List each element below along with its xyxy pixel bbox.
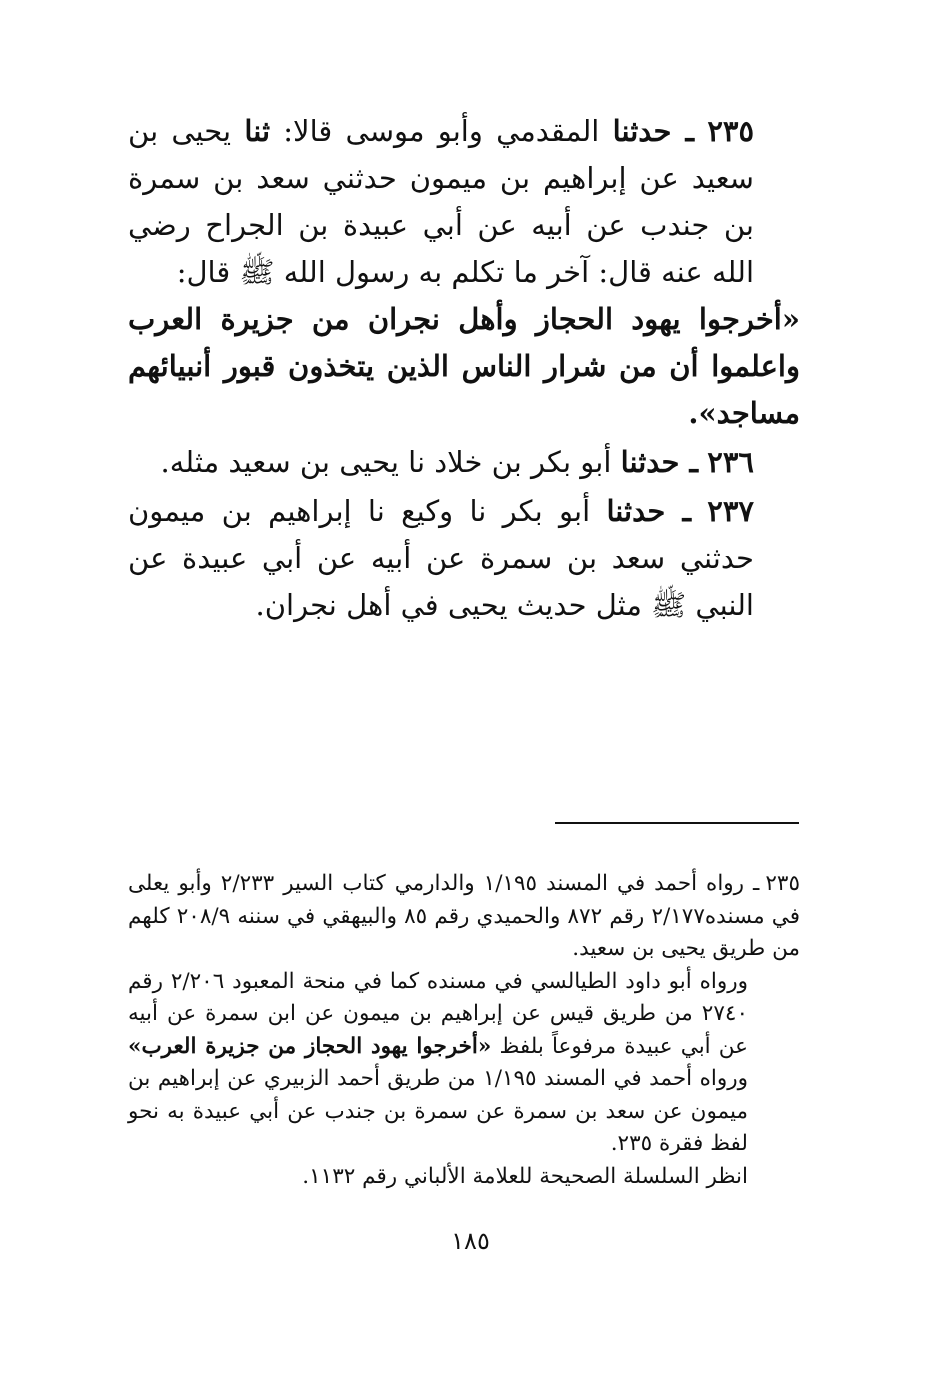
footnote-text-2b: ورواه أحمد في المسند ١/١٩٥ من طريق أحمد الزبيري عن إبراهيم بن ميمون عن سعد بن سمرة عن سمرة بن جندب عن أبي عبيدة به نحو لفظ فقرة ٢٣٥. [128,1066,748,1156]
hadith-lead: حدثنا [606,494,666,528]
footnote-235-p2 [128,966,800,1161]
hadith-text: أبو بكر نا وكيع نا إبراهيم بن ميمون حدثني سعد بن سمرة عن أبيه عن أبي عبيدة عن النبي ﷺ مثل حديث يحيى في أهل نجران. [128,494,754,622]
hadith-isnad: المقدمي وأبو موسى قالا: [283,114,600,148]
hadith-lead: حدثنا [620,445,680,479]
footnote-235-p1: ٢٣٥ـ رواه أحمد في المسند ١/١٩٥ والدارمي كتاب السير ٢/٢٣٣ وأبو يعلى في مسنده٢/١٧٧ رقم ٨٧٢ والحميدي رقم ٨٥ والبيهقي في سننه ٢٠٨/٩ كلهم من طريق يحيى بن سعيد. [128,871,800,961]
hadith-235: ٢٣٥ ـ حدثنا المقدمي وأبو موسى قالا: ثنا يحيى بن سعيد عن إبراهيم بن ميمون حدثني سعد بن سمرة بن جندب عن أبيه عن أبي عبيدة بن الجراح رضي الله عنه قال: آخر ما تكلم به رسول الله ﷺ قال: [128,114,755,289]
hadith-text: أبو بكر بن خلاد نا يحيى بن سعيد مثله. [160,445,612,479]
hadith-number: ٢٣٦ [707,445,754,479]
hadith-isnad-2: يحيى بن سعيد عن إبراهيم بن ميمون حدثني سعد بن سمرة بن جندب عن أبيه عن أبي عبيدة بن الجراح رضي الله عنه قال: آخر ما تكلم به رسول الله ﷺ قال: [128,114,754,289]
footnote-text-1: رواه أحمد في المسند ١/١٩٥ والدارمي كتاب السير ٢/٢٣٣ وأبو يعلى في مسنده٢/١٧٧ رقم ٨٧٢ والحميدي رقم ٨٥ والبيهقي في سننه ٢٠٨/٩ كلهم من طريق يحيى بن سعيد. [128,871,800,961]
hadith-237: ٢٣٧ ـ حدثنا أبو بكر نا وكيع نا إبراهيم بن ميمون حدثني سعد بن سمرة عن أبيه عن أبي عبيدة عن النبي ﷺ مثل حديث يحيى في أهل نجران. [128,494,755,622]
footnotes [128,868,800,1193]
footnote-number: ٢٣٥ [765,871,800,896]
hadith-number: ٢٣٧ [707,494,755,528]
hadith-lead: حدثنا [612,114,672,148]
hadith-236: ٢٣٦ ـ حدثنا أبو بكر بن خلاد نا يحيى بن سعيد مثله. [160,445,754,479]
footnote-235-p3: انظر السلسلة الصحيحة للعلامة الألباني رقم ١١٣٢. [302,1163,748,1189]
main-text [128,108,800,629]
footnote-quote: «أخرجوا يهود الحجاز من جزيرة العرب» [128,1033,492,1059]
hadith-lead-2: ثنا [244,114,271,148]
footnote-divider [555,822,799,824]
hadith-235-matn: «أخرجوا يهود الحجاز وأهل نجران من جزيرة العرب واعلموا أن من شرار الناس الذين يتخذون قبور أنبيائهم مساجد». [128,302,800,430]
page-number: ١٨٥ [451,1227,490,1255]
hadith-number: ٢٣٥ [707,114,755,148]
footnote-text-2a: ورواه أبو داود الطيالسي في مسنده كما في منحة المعبود ٢/٢٠٦ رقم ٢٧٤٠ من طريق قيس عن إبراهيم بن ميمون عن ابن سمرة عن أبيه عن أبي عبيدة مرفوعاً بلفظ [128,968,748,1059]
